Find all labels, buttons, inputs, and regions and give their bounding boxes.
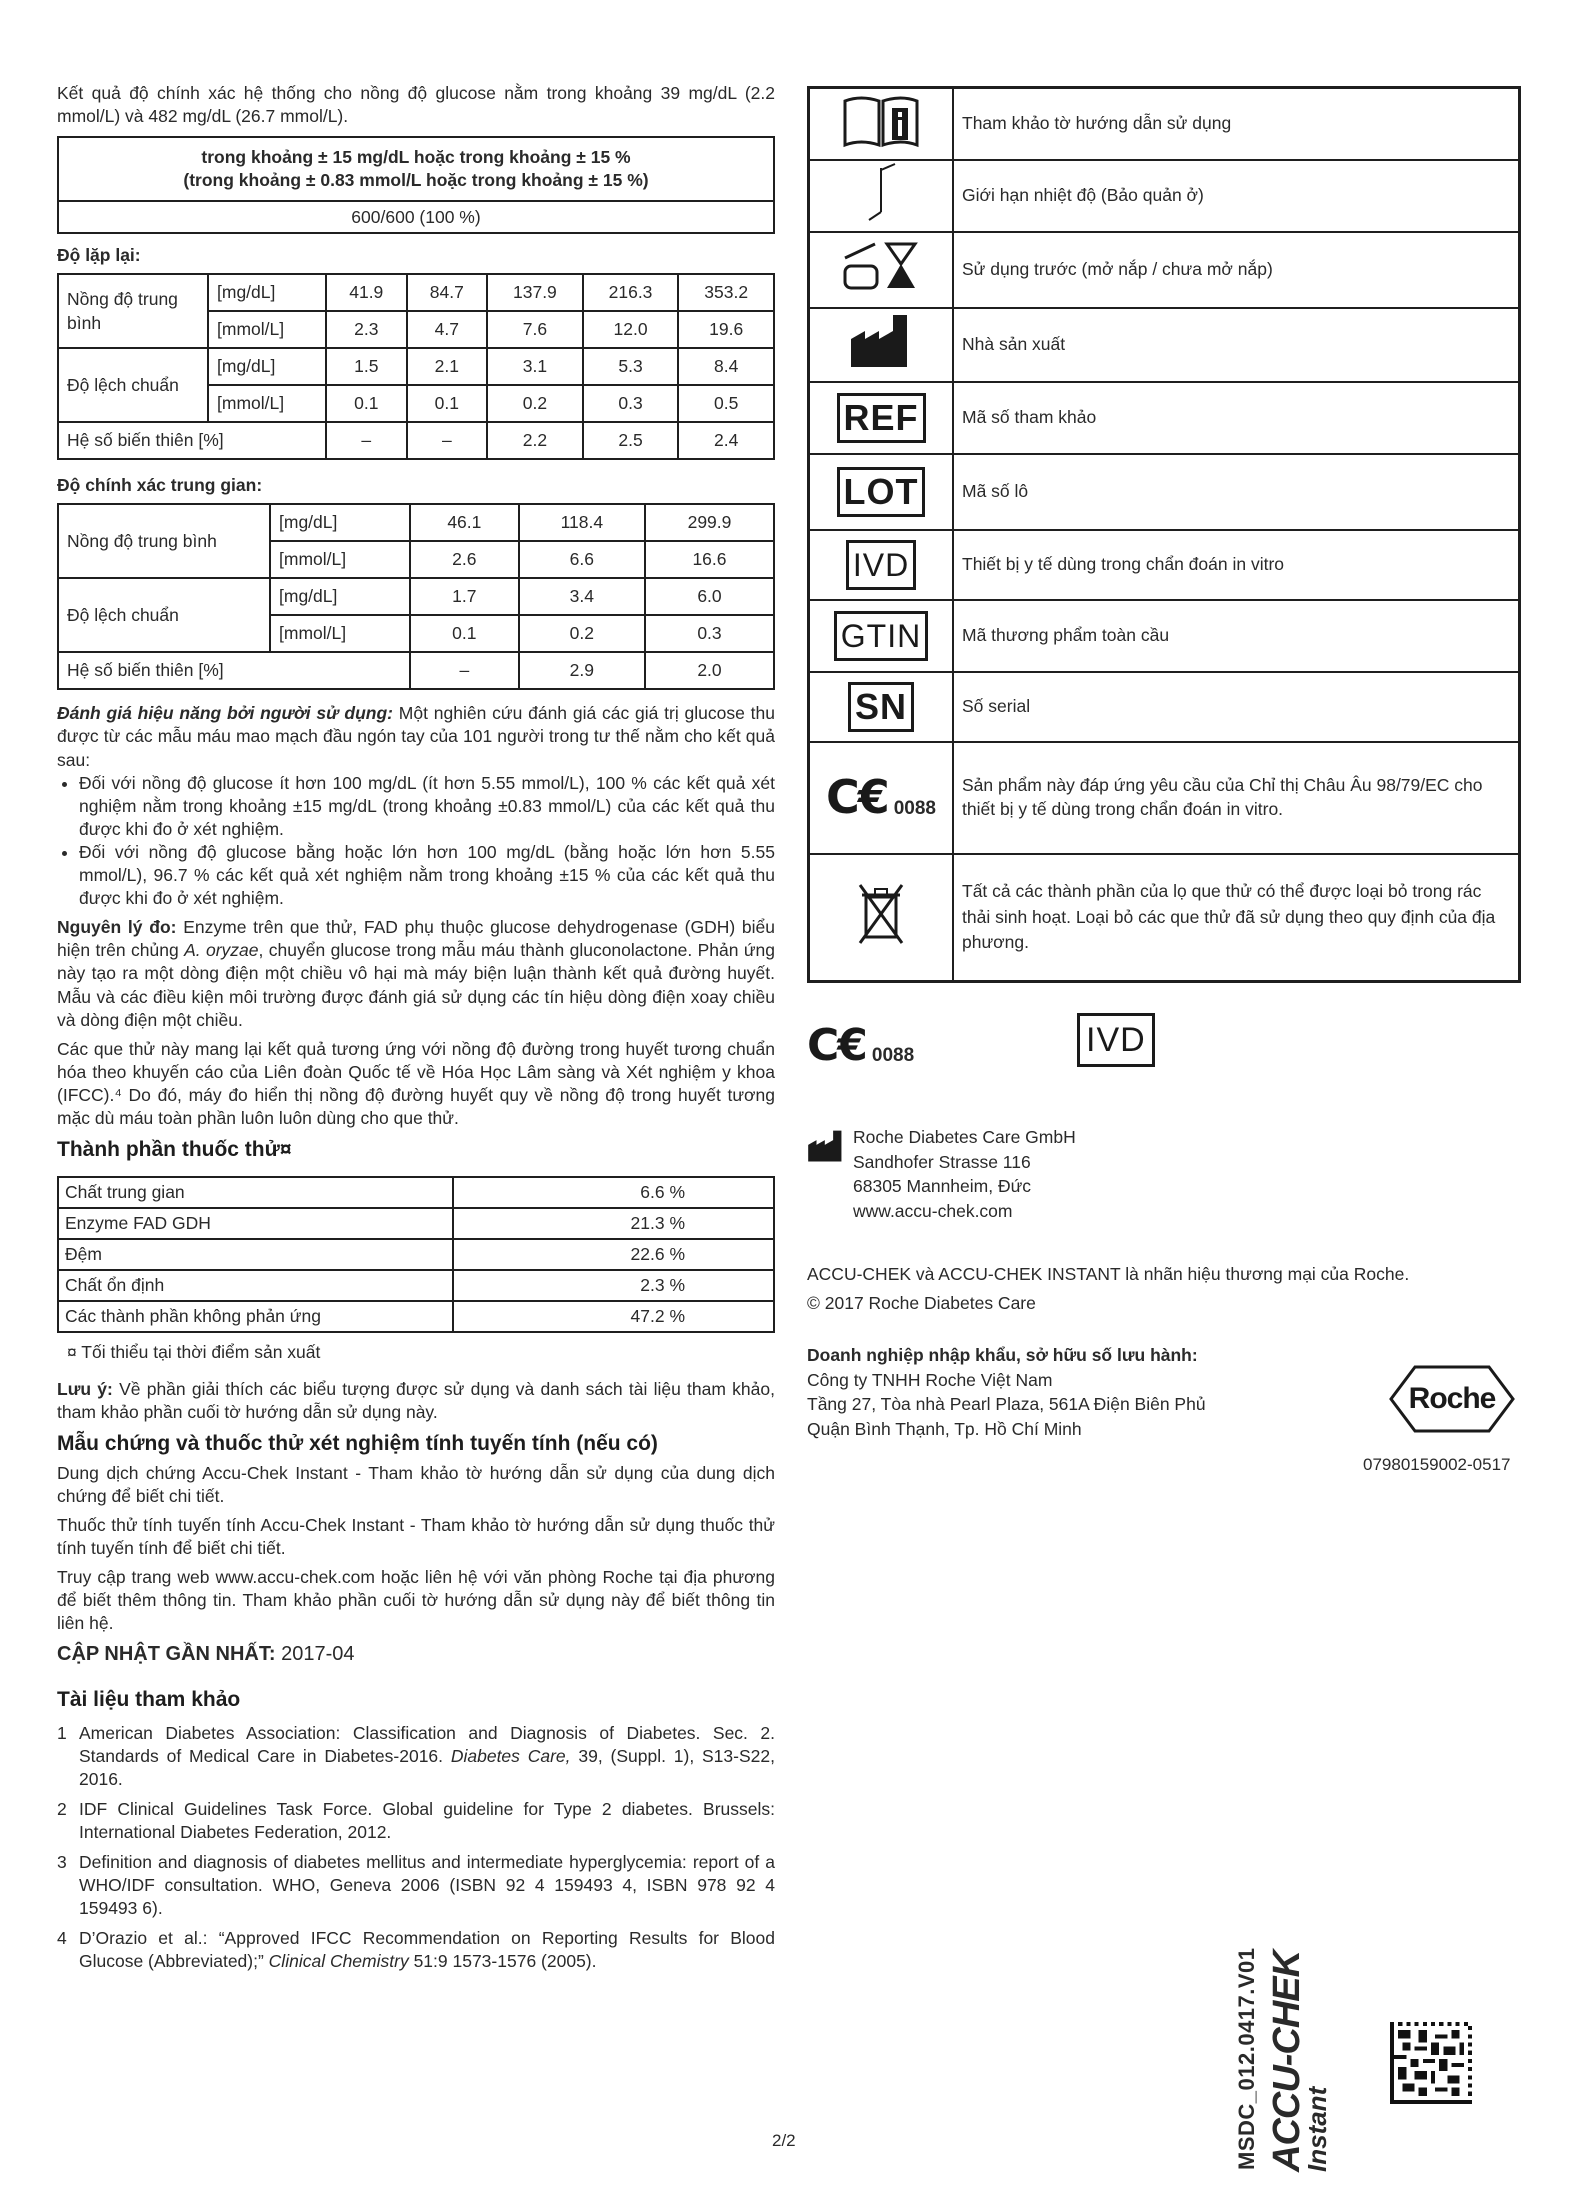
accuracy-criterion-1: trong khoảng ± 15 mg/dL hoặc trong khoảng ± 15 % [201, 147, 631, 168]
ce-number: 0088 [893, 797, 937, 819]
list-item: • Đối với nồng độ glucose bằng hoặc lớn hơn 100 mg/dL (bằng hoặc lớn hơn 5.55 mmol/L), 96.7 % các kết quả xét nghiệm nằm trong khoảng ±15 % của các kết quả thu được khi đo ở xét nghiệm. [79, 841, 775, 910]
ce-mark-icon: C€ [825, 770, 888, 825]
species-name: A. oryzae [184, 940, 259, 961]
table-cell: 0.1 [407, 385, 488, 422]
table-cell: 21.3 % [453, 1208, 774, 1239]
symbol-desc: Thiết bị y tế dùng trong chẩn đoán in vitro [953, 530, 1520, 600]
linearity-p1: Dung dịch chứng Accu-Chek Instant - Tham khảo tờ hướng dẫn sử dụng của dung dịch chứng để biết chi tiết. [57, 1462, 775, 1506]
ref-text: D’Orazio et al.: “Approved IFCC Recommendation on Reporting Results for Blood Glucose (Abbreviated);” [79, 1928, 775, 1972]
symbol-desc: Mã số lô [953, 454, 1520, 530]
table-cell: 0.1 [410, 615, 519, 652]
symbol-desc: Sử dụng trước (mở nắp / chưa mở nắp) [953, 232, 1520, 308]
user-eval-list [57, 772, 775, 911]
book-info-icon [841, 133, 921, 153]
composition-title: Thành phần thuốc thử¤ [57, 1138, 292, 1162]
composition-footnote: ¤ Tối thiểu tại thời điểm sản xuất [67, 1341, 321, 1362]
linearity-p3: Truy cập trang web www.accu-chek.com hoặc liên hệ với văn phòng Roche tại địa phương để biết thêm thông tin. Tham khảo phần cuối tờ hướng dẫn sử dụng này để biết thông tin liên hệ. [57, 1567, 775, 1634]
manufacturer-street: Sandhofer Strasse 116 [853, 1151, 1031, 1172]
linearity-title: Mẫu chứng và thuốc thử xét nghiệm tính tuyến tính (nếu có) [57, 1432, 658, 1456]
unit-mmol: [mmol/L] [270, 541, 410, 578]
table-cell: 22.6 % [453, 1239, 774, 1270]
table-cell: 0.3 [583, 385, 679, 422]
table-row [809, 232, 1520, 308]
table-row [809, 854, 1520, 982]
table-row [809, 600, 1520, 672]
user-eval-text [57, 702, 775, 771]
table-cell: 2.2 [487, 422, 583, 459]
table-cell: Chất ổn định [58, 1270, 453, 1301]
table-row [809, 742, 1520, 854]
table-cell: Chất trung gian [58, 1177, 453, 1208]
table-cell: 16.6 [645, 541, 774, 578]
table-row [58, 1208, 774, 1239]
sd-label: Độ lệch chuẩn [58, 578, 270, 652]
table-cell: 2.3 % [453, 1270, 774, 1301]
ref-icon: REF [837, 393, 926, 443]
ref-text: 51:9 1573-1576 (2005). [408, 1951, 597, 1972]
table-cell: 84.7 [407, 274, 488, 311]
ce-mark [807, 1017, 914, 1075]
table-cell: – [407, 422, 488, 459]
ivd-icon: IVD [1077, 1013, 1155, 1067]
table-cell: 2.3 [326, 311, 407, 348]
table-cell: 2.1 [407, 348, 488, 385]
ivd-mark [1077, 1013, 1155, 1067]
importer-line: Tầng 27, Tòa nhà Pearl Plaza, 561A Điện Biên Phủ [807, 1394, 1206, 1415]
table-cell: 1.5 [326, 348, 407, 385]
table-cell: 2.0 [645, 652, 774, 689]
table-row [809, 454, 1520, 530]
right-column [807, 86, 1521, 1474]
cv-label: Hệ số biến thiên [%] [58, 422, 326, 459]
table-cell: 0.5 [678, 385, 774, 422]
table-cell: Các thành phần không phản ứng [58, 1301, 453, 1332]
marks-row [807, 1007, 1521, 1117]
table-cell: – [410, 652, 519, 689]
left-column [57, 82, 775, 1980]
page-number: 2/2 [772, 2131, 796, 2150]
unit-mmol: [mmol/L] [208, 311, 326, 348]
thermometer-icon [861, 206, 901, 226]
note-body: Về phần giải thích các biểu tượng được sử dụng và danh sách tài liệu tham khảo, tham khảo phần cuối tờ hướng dẫn sử dụng này. [57, 1378, 775, 1422]
use-by-icon [839, 278, 923, 298]
ref-text: 39, (Suppl. 1), S13-S22, 2016. [79, 1745, 775, 1789]
references-list [57, 1722, 775, 1974]
copyright-text: © 2017 Roche Diabetes Care [807, 1293, 1036, 1314]
table-row [58, 1301, 774, 1332]
last-update-label: CẬP NHẬT GẦN NHẤT: [57, 1643, 276, 1666]
table-cell: 6.0 [645, 578, 774, 615]
manufacturer-web: www.accu-chek.com [853, 1200, 1013, 1221]
symbol-desc: Nhà sản xuất [953, 308, 1520, 382]
references-title: Tài liệu tham khảo [57, 1687, 241, 1711]
table-row [809, 382, 1520, 454]
table-cell: 0.3 [645, 615, 774, 652]
linearity-p2: Thuốc thử tính tuyến tính Accu-Chek Instant - Tham khảo tờ hướng dẫn sử dụng thuốc thử tính tuyến tính để biết chi tiết. [57, 1514, 775, 1559]
table-row [809, 530, 1520, 600]
roche-logo-text: Roche [1408, 1382, 1496, 1416]
table-cell: 0.2 [487, 385, 583, 422]
symbol-desc: Tham khảo tờ hướng dẫn sử dụng [953, 88, 1520, 160]
repeatability-title: Độ lặp lại: [57, 245, 141, 266]
mean-label: Nồng độ trung bình [58, 274, 208, 348]
user-eval-body: Một nghiên cứu đánh giá các giá trị glucose thu được từ các mẫu máu mao mạch đầu ngón tay của 101 người trong tư thế nằm cho kết quả sau: [57, 703, 775, 770]
table-cell: 0.1 [326, 385, 407, 422]
composition-table [57, 1176, 775, 1333]
unit-mg: [mg/dL] [270, 504, 410, 541]
table-cell: 2.5 [583, 422, 679, 459]
unit-mg: [mg/dL] [208, 348, 326, 385]
table-cell: 2.9 [519, 652, 645, 689]
principle-body-a: Enzyme trên que thử, FAD phụ thuộc glucose dehydrogenase (GDH) biểu hiện trên chủng [57, 917, 776, 961]
table-row [809, 88, 1520, 160]
user-eval-title: Đánh giá hiệu năng bởi người sử dụng: [57, 703, 393, 724]
table-row [809, 160, 1520, 232]
ref-text: IDF Clinical Guidelines Task Force. Global guideline for Type 2 diabetes. Brussels: International Diabetes Federation, 2012. [79, 1798, 775, 1842]
table-cell: 8.4 [678, 348, 774, 385]
gtin-icon: GTIN [834, 611, 928, 661]
repeatability-table [57, 273, 775, 460]
intermediate-title: Độ chính xác trung gian: [57, 475, 263, 496]
manufacturer-city: 68305 Mannheim, Đức [853, 1176, 1032, 1196]
list-item [57, 1927, 775, 1973]
table-cell: 0.2 [519, 615, 645, 652]
ce-mark-icon: C€ [807, 1020, 866, 1071]
brand-logo: ACCU-CHEK [1266, 1950, 1308, 2172]
list-item: • Đối với nồng độ glucose ít hơn 100 mg/dL (ít hơn 5.55 mmol/L), 100 % các kết quả xét nghiệm nằm trong khoảng ±15 mg/dL (trong khoảng ±0.83 mmol/L) của các kết quả thu được khi đo ở xét nghiệm. [79, 772, 775, 841]
waste-bin-icon [856, 931, 906, 951]
table-cell: 5.3 [583, 348, 679, 385]
table-cell: 7.6 [487, 311, 583, 348]
table-cell: 3.4 [519, 578, 645, 615]
table-row [58, 1239, 774, 1270]
symbol-desc: Số serial [953, 672, 1520, 742]
table-row [809, 672, 1520, 742]
list-item [57, 1851, 775, 1920]
table-cell: 2.4 [678, 422, 774, 459]
table-cell: – [326, 422, 407, 459]
table-cell: 2.6 [410, 541, 519, 578]
sd-label: Độ lệch chuẩn [58, 348, 208, 422]
table-cell: 299.9 [645, 504, 774, 541]
roche-logo [1389, 1364, 1515, 1434]
table-row [58, 1177, 774, 1208]
unit-mg: [mg/dL] [208, 274, 326, 311]
table-cell: 47.2 % [453, 1301, 774, 1332]
list-item [57, 1798, 775, 1844]
ref-text: Definition and diagnosis of diabetes mellitus and intermediate hyperglycemia: report of a WHO/IDF consultation. WHO, Geneva 2006 (ISBN 92 4 159493 4, ISBN 978 92 4 159493 6). [79, 1852, 775, 1919]
table-cell: 6.6 % [453, 1177, 774, 1208]
sn-icon: SN [848, 682, 914, 732]
table-cell: 118.4 [519, 504, 645, 541]
symbols-table [807, 86, 1521, 983]
accuracy-criterion-2: (trong khoảng ± 0.83 mmol/L hoặc trong khoảng ± 15 %) [183, 170, 649, 191]
ref-text: American Diabetes Association: Classification and Diagnosis of Diabetes. Sec. 2. Standards of Medical Care in Diabetes-2016. [79, 1722, 775, 1766]
ref-number: 1 [57, 1722, 67, 1743]
list-item [57, 1722, 775, 1791]
importer-line: Quận Bình Thạnh, Tp. Hồ Chí Minh [807, 1418, 1082, 1439]
ref-journal: Diabetes Care, [450, 1745, 571, 1766]
table-cell: 137.9 [487, 274, 583, 311]
accuracy-result: 600/600 (100 %) [58, 201, 774, 233]
symbol-desc: Giới hạn nhiệt độ (Bảo quản ở) [953, 160, 1520, 232]
unit-mmol: [mmol/L] [270, 615, 410, 652]
doc-code: MSDC_012.0417.V01 [1234, 1947, 1259, 2170]
table-cell: 19.6 [678, 311, 774, 348]
table-row [58, 1270, 774, 1301]
ref-number: 4 [57, 1928, 67, 1949]
factory-icon [807, 1129, 845, 1170]
last-update [57, 1641, 775, 1667]
symbol-desc: Sản phẩm này đáp ứng yêu cầu của Chỉ thị Châu Âu 98/79/EC cho thiết bị y tế dùng trong chẩn đoán in vitro. [953, 742, 1520, 854]
factory-icon [849, 353, 913, 373]
manufacturer-name: Roche Diabetes Care GmbH [853, 1127, 1076, 1147]
principle-body-b: , chuyển glucose trong mẫu máu thành gluconolactone. Phản ứng này tạo ra một dòng điện một chiều vô hại mà máy biện luận thành kết quả đường huyết. Mẫu và các điều kiện môi trường được đánh giá sử dụng các tín hiệu dòng điện xoay chiều và dòng điện một chiều. [57, 940, 775, 1030]
ref-number: 3 [57, 1852, 67, 1873]
table-cell: 6.6 [519, 541, 645, 578]
cv-label: Hệ số biến thiên [%] [58, 652, 410, 689]
table-row [809, 308, 1520, 382]
accuracy-table [57, 136, 775, 234]
table-cell: 4.7 [407, 311, 488, 348]
manufacturer-block [807, 1125, 1521, 1223]
note-text [57, 1378, 775, 1424]
brand-sub: Instant [1302, 2086, 1332, 2172]
symbol-desc: Mã thương phẩm toàn cầu [953, 600, 1520, 672]
importer-line: Công ty TNHH Roche Việt Nam [807, 1369, 1053, 1390]
intro-text: Kết quả độ chính xác hệ thống cho nồng độ glucose nằm trong khoảng 39 mg/dL (2.2 mmol/L) và 482 mg/dL (26.7 mmol/L). [57, 83, 775, 127]
table-cell: 46.1 [410, 504, 519, 541]
product-code: 07980159002-0517 [1363, 1455, 1511, 1474]
principle-text-2: Các que thử này mang lại kết quả tương ứng với nồng độ đường trong huyết tương chuẩn hóa theo khuyến cáo của Liên đoàn Quốc tế về Hóa Học Lâm sàng và Xét nghiệm y khoa (IFCC).⁴ Do đó, máy đo hiển thị nồng độ đường huyết quy về nồng độ trong huyết tương mặc dù máu toàn phần luôn luôn dùng cho que thử. [57, 1038, 775, 1128]
table-cell: Đệm [58, 1239, 453, 1270]
ref-number: 2 [57, 1798, 67, 1819]
principle-title: Nguyên lý đo: [57, 917, 177, 938]
ivd-icon: IVD [846, 540, 916, 590]
last-update-value: 2017-04 [275, 1643, 355, 1666]
trademark-text: ACCU-CHEK và ACCU-CHEK INSTANT là nhãn hiệu thương mại của Roche. [807, 1264, 1410, 1284]
importer-title: Doanh nghiệp nhập khẩu, sở hữu số lưu hành: [807, 1345, 1198, 1366]
datamatrix-code [1390, 2022, 1472, 2104]
note-title: Lưu ý: [57, 1378, 113, 1399]
unit-mg: [mg/dL] [270, 578, 410, 615]
table-cell: 1.7 [410, 578, 519, 615]
ref-journal: Clinical Chemistry [268, 1951, 409, 1972]
table-cell: 3.1 [487, 348, 583, 385]
ce-number: 0088 [871, 1044, 915, 1066]
principle-text [57, 916, 775, 1031]
mean-label: Nồng độ trung bình [58, 504, 270, 578]
symbol-desc: Mã số tham khảo [953, 382, 1520, 454]
lot-icon: LOT [837, 467, 926, 517]
intermediate-table [57, 503, 775, 690]
unit-mmol: [mmol/L] [208, 385, 326, 422]
symbol-desc: Tất cả các thành phần của lọ que thử có thể được loại bỏ trong rác thải sinh hoạt. Loại bỏ các que thử đã sử dụng theo quy định của địa phương. [953, 854, 1520, 982]
table-cell: Enzyme FAD GDH [58, 1208, 453, 1239]
table-cell: 353.2 [678, 274, 774, 311]
table-cell: 12.0 [583, 311, 679, 348]
table-cell: 41.9 [326, 274, 407, 311]
table-cell: 216.3 [583, 274, 679, 311]
